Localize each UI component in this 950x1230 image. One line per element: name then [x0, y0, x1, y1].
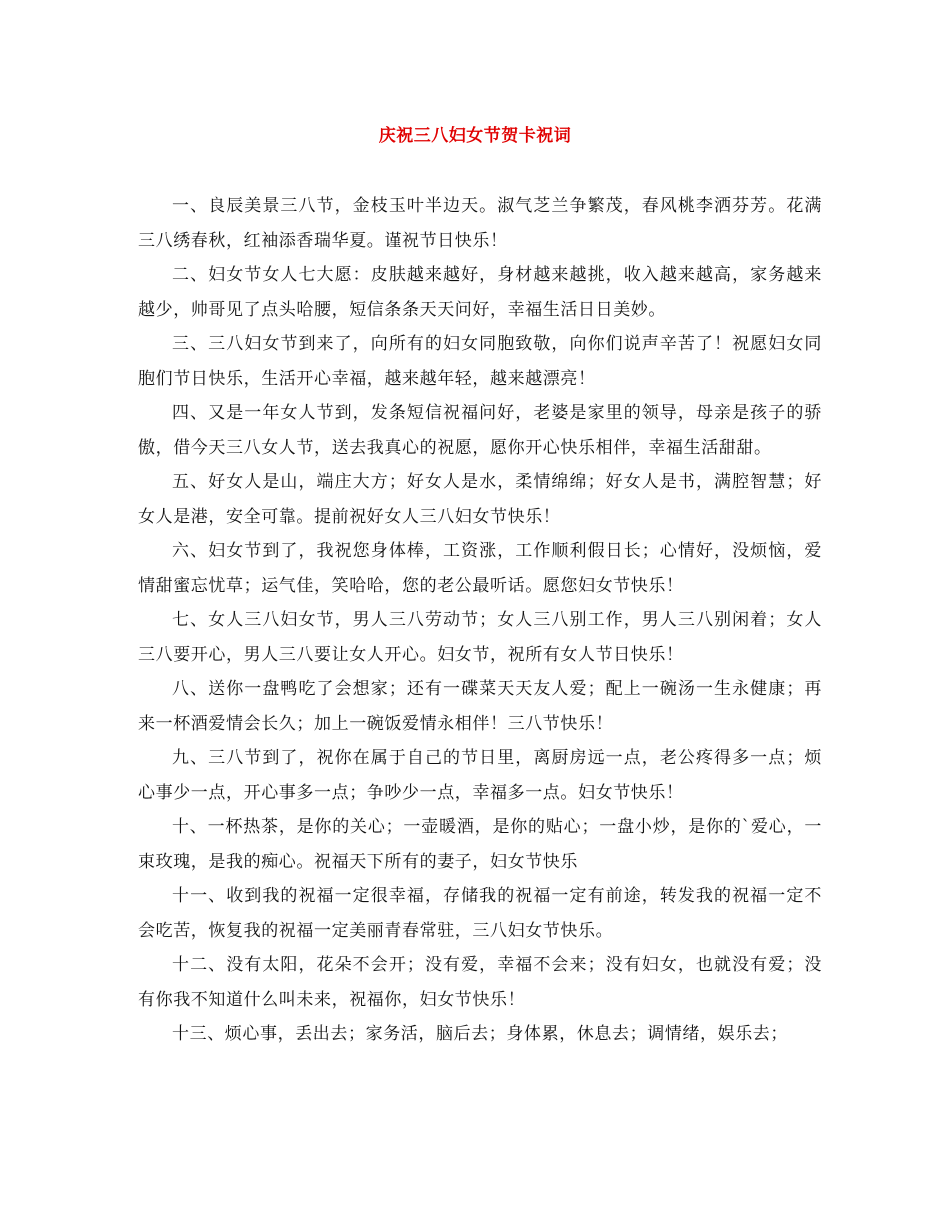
paragraph-8: 八、送你一盘鸭吃了会想家；还有一碟菜天天友人爱；配上一碗汤一生永健康；再来一杯酒爱情会长久；加上一碗饭爱情永相伴！三八节快乐！: [138, 679, 822, 734]
paragraph-1: 一、良辰美景三八节，金枝玉叶半边天。淑气芝兰争繁茂，春风桃李洒芬芳。花满三八绣春秋，红袖添香瑞华夏。谨祝节日快乐！: [138, 196, 822, 251]
paragraph-12: 十二、没有太阳，花朵不会开；没有爱，幸福不会来；没有妇女，也就没有爱；没有你我不知道什么叫未来，祝福你，妇女节快乐！: [138, 955, 822, 1010]
document-title: 庆祝三八妇女节贺卡祝词: [378, 126, 572, 146]
paragraph-4: 四、又是一年女人节到，发条短信祝福问好，老婆是家里的领导，母亲是孩子的骄傲，借今天三八女人节，送去我真心的祝愿，愿你开心快乐相伴，幸福生活甜甜。: [138, 403, 822, 458]
paragraph-13: 十三、烦心事，丢出去；家务活，脑后去；身体累，休息去；调情绪，娱乐去；: [172, 1024, 788, 1044]
paragraph-9: 九、三八节到了，祝你在属于自己的节日里，离厨房远一点，老公疼得多一点；烦心事少一点，开心事多一点；争吵少一点，幸福多一点。妇女节快乐！: [138, 748, 822, 803]
paragraph-10: 十、一杯热茶，是你的关心；一壶暖酒，是你的贴心；一盘小炒，是你的`爱心，一束玫瑰，是我的痴心。祝福天下所有的妻子，妇女节快乐: [138, 817, 822, 872]
paragraph-2: 二、妇女节女人七大愿：皮肤越来越好，身材越来越挑，收入越来越高，家务越来越少，帅哥见了点头哈腰，短信条条天天问好，幸福生活日日美妙。: [138, 265, 822, 320]
paragraph-7: 七、女人三八妇女节，男人三八劳动节；女人三八别工作，男人三八别闲着；女人三八要开心，男人三八要让女人开心。妇女节，祝所有女人节日快乐！: [138, 610, 822, 665]
document-body: [138, 189, 822, 1052]
paragraph-5: 五、好女人是山，端庄大方；好女人是水，柔情绵绵；好女人是书，满腔智慧；好女人是港，安全可靠。提前祝好女人三八妇女节快乐！: [138, 472, 822, 527]
paragraph-6: 六、妇女节到了，我祝您身体棒，工资涨，工作顺利假日长；心情好，没烦恼，爱情甜蜜忘忧草；运气佳，笑哈哈，您的老公最听话。愿您妇女节快乐！: [138, 541, 822, 596]
paragraph-11: 十一、收到我的祝福一定很幸福，存储我的祝福一定有前途，转发我的祝福一定不会吃苦，恢复我的祝福一定美丽青春常驻，三八妇女节快乐。: [138, 886, 822, 941]
paragraph-3: 三、三八妇女节到来了，向所有的妇女同胞致敬，向你们说声辛苦了！祝愿妇女同胞们节日快乐，生活开心幸福，越来越年轻，越来越漂亮！: [138, 334, 822, 389]
